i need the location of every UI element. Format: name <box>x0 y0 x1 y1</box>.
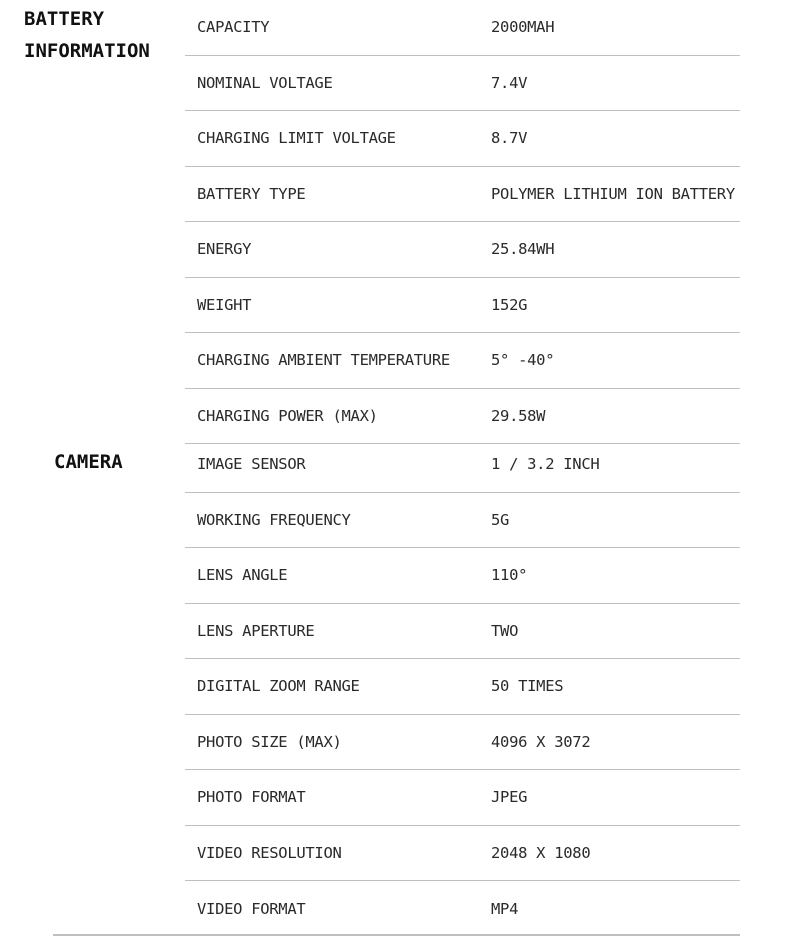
spec-value: JPEG <box>491 788 528 807</box>
spec-value: 5G <box>491 510 510 529</box>
spec-label: VIDEO RESOLUTION <box>197 843 342 862</box>
spec-label: PHOTO SIZE (MAX) <box>197 732 342 751</box>
spec-row <box>185 659 740 715</box>
spec-label: LENS ANGLE <box>197 566 288 585</box>
spec-label: VIDEO FORMAT <box>197 899 306 918</box>
spec-label: CAPACITY <box>197 18 270 37</box>
spec-label: CHARGING LIMIT VOLTAGE <box>197 129 396 148</box>
battery-title-line1: BATTERY <box>24 8 105 30</box>
spec-row <box>185 604 740 660</box>
spec-row <box>185 493 740 549</box>
battery-title-line2: INFORMATION <box>24 40 150 62</box>
spec-value: 50 TIMES <box>491 677 564 696</box>
spec-row <box>185 333 740 389</box>
spec-row <box>185 389 740 445</box>
spec-row <box>185 881 740 937</box>
spec-value: 29.58W <box>491 406 546 425</box>
spec-value: 1 / 3.2 INCH <box>491 455 600 474</box>
spec-row <box>185 770 740 826</box>
spec-value: 7.4V <box>491 73 528 92</box>
spec-value: 2048 X 1080 <box>491 843 591 862</box>
spec-row <box>185 111 740 167</box>
spec-value: 5° -40° <box>491 351 555 370</box>
spec-label: LENS APERTURE <box>197 621 315 640</box>
spec-value: 152G <box>491 295 528 314</box>
spec-label: ENERGY <box>197 240 252 259</box>
camera-spec-table <box>185 437 740 937</box>
spec-row <box>185 715 740 771</box>
spec-value: MP4 <box>491 899 519 918</box>
spec-label: DIGITAL ZOOM RANGE <box>197 677 360 696</box>
spec-label: CHARGING POWER (MAX) <box>197 406 378 425</box>
spec-row <box>185 278 740 334</box>
spec-label: WORKING FREQUENCY <box>197 510 351 529</box>
spec-value: TWO <box>491 621 519 640</box>
spec-row <box>185 548 740 604</box>
spec-row <box>185 826 740 882</box>
spec-row <box>185 437 740 493</box>
spec-row <box>185 0 740 56</box>
spec-label: CHARGING AMBIENT TEMPERATURE <box>197 351 450 370</box>
battery-spec-table <box>185 0 740 444</box>
spec-label: NOMINAL VOLTAGE <box>197 73 333 92</box>
spec-value: POLYMER LITHIUM ION BATTERY <box>491 184 735 203</box>
spec-value: 8.7V <box>491 129 528 148</box>
spec-label: BATTERY TYPE <box>197 184 306 203</box>
battery-section-title <box>24 3 184 67</box>
spec-value: 25.84WH <box>491 240 555 259</box>
spec-row <box>185 56 740 112</box>
spec-row <box>185 167 740 223</box>
spec-value: 4096 X 3072 <box>491 732 591 751</box>
bottom-divider <box>53 934 740 936</box>
spec-label: WEIGHT <box>197 295 252 314</box>
spec-row <box>185 222 740 278</box>
camera-section-title: CAMERA <box>54 451 123 473</box>
spec-label: PHOTO FORMAT <box>197 788 306 807</box>
spec-value: 110° <box>491 566 528 585</box>
spec-value: 2000MAH <box>491 18 555 37</box>
spec-label: IMAGE SENSOR <box>197 455 306 474</box>
